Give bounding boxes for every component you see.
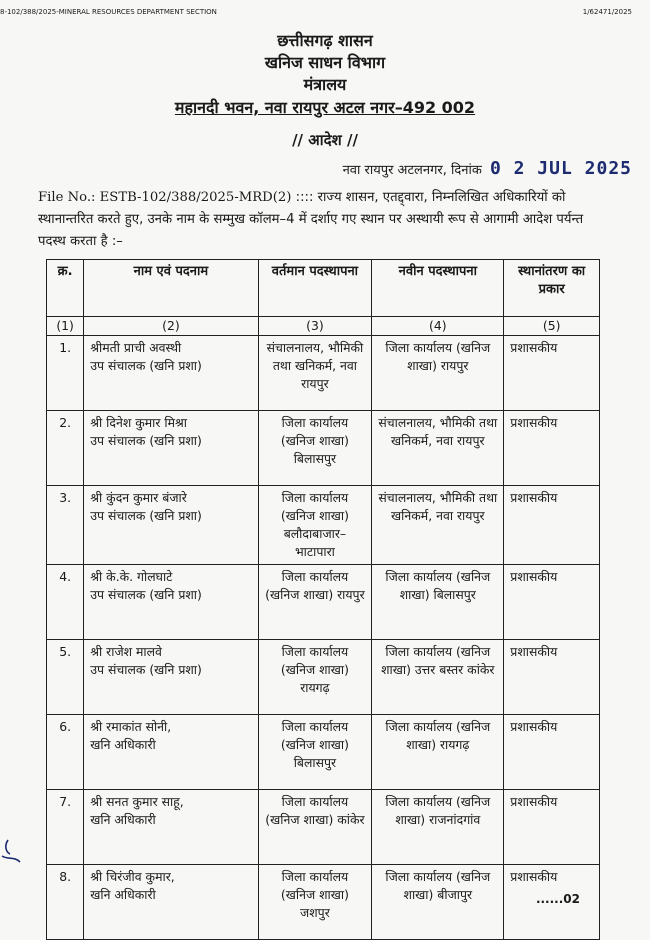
table-row [47,865,600,940]
current-posting-cell: जिला कार्यालय (खनिज शाखा) कांकेर [258,790,372,865]
officer-name: श्री रमाकांत सोनी, [90,719,172,734]
officer-designation: उप संचालक (खनि प्रशा) [90,358,202,373]
header-name-designation: नाम एवं पदनाम [84,260,258,317]
serial-cell: 8. [47,865,84,940]
current-posting-cell: संचालनालय, भौमिकी तथा खनिकर्म, नवा रायपुर [258,336,372,411]
col-number: (4) [372,317,504,336]
serial-cell: 1. [47,336,84,411]
officer-designation: खनि अधिकारी [90,887,156,902]
table-row [47,336,600,411]
transfer-type-cell: प्रशासकीय [504,565,600,640]
officer-designation: उप संचालक (खनि प्रशा) [90,587,202,602]
transfer-type-cell: प्रशासकीय [504,640,600,715]
date-stamp: 0 2 JUL 2025 [489,158,632,179]
officer-designation: उप संचालक (खनि प्रशा) [90,662,202,677]
serial-cell: 4. [47,565,84,640]
transfer-type-cell: प्रशासकीय [504,336,600,411]
table-row [47,411,600,486]
file-number: File No.: ESTB-102/388/2025-MRD(2) [38,190,292,205]
col-number: (5) [504,317,600,336]
name-designation-cell [84,411,258,486]
current-posting-cell: जिला कार्यालय (खनिज शाखा) बिलासपुर [258,715,372,790]
column-number-row [47,317,600,336]
transfer-type-cell: प्रशासकीय [504,486,600,565]
officer-name: श्री दिनेश कुमार मिश्रा [90,415,187,430]
current-posting-cell: जिला कार्यालय (खनिज शाखा) बिलासपुर [258,411,372,486]
transfer-type-cell: प्रशासकीय [504,790,600,865]
officer-designation: खनि अधिकारी [90,812,156,827]
officer-name: श्रीमती प्राची अवस्थी [90,340,182,355]
serial-cell: 3. [47,486,84,565]
govt-name: छत्तीसगढ़ शासन [277,31,373,50]
new-posting-cell: जिला कार्यालय (खनिज शाखा) बीजापुर [372,865,504,940]
header-serial: क्र. [47,260,84,317]
col-number: (2) [84,317,258,336]
order-title: // आदेश // [292,131,358,149]
serial-cell: 2. [47,411,84,486]
officer-name: श्री सनत कुमार साहू, [90,794,184,809]
order-text: :::: राज्य शासन, एतद्द्वारा, निम्नलिखित अधिकारियों को स्थानान्तरित करते हुए, उनके नाम के सम्मुख कॉलम–4 में दर्शाए गए स्थान पर अस्थायी रूप से आगामी आदेश पर्यन्त पदस्थ करता है :– [38,190,584,249]
transfer-table [46,259,600,940]
page-continuation: ......02 [535,892,580,906]
header-transfer-type: स्थानांतरण का प्रकार [504,260,600,317]
section-reference: 8-102/388/2025-MINERAL RESOURCES DEPARTMENT SECTION [0,8,217,16]
table-row [47,565,600,640]
new-posting-cell: जिला कार्यालय (खनिज शाखा) उत्तर बस्तर कांकेर [372,640,504,715]
officer-name: श्री चिरंजीव कुमार, [90,869,175,884]
current-posting-cell: जिला कार्यालय (खनिज शाखा) रायपुर [258,565,372,640]
table-row [47,715,600,790]
col-number: (3) [258,317,372,336]
officer-designation: उप संचालक (खनि प्रशा) [90,433,202,448]
transfer-type-cell: प्रशासकीय [504,715,600,790]
name-designation-cell [84,715,258,790]
current-posting-cell: जिला कार्यालय (खनिज शाखा) जशपुर [258,865,372,940]
new-posting-cell: जिला कार्यालय (खनिज शाखा) राजनांदगांव [372,790,504,865]
new-posting-cell: जिला कार्यालय (खनिज शाखा) बिलासपुर [372,565,504,640]
order-body [38,187,608,253]
new-posting-cell: जिला कार्यालय (खनिज शाखा) रायगढ़ [372,715,504,790]
serial-cell: 7. [47,790,84,865]
name-designation-cell [84,565,258,640]
transfer-type-cell: प्रशासकीय [504,865,600,940]
place-date-line [343,158,632,179]
place-label: नवा रायपुर अटलनगर, दिनांक [342,163,482,178]
col-number: (1) [47,317,84,336]
new-posting-cell: संचालनालय, भौमिकी तथा खनिकर्म, नवा रायपुर [372,411,504,486]
officer-designation: खनि अधिकारी [90,737,156,752]
current-posting-cell: जिला कार्यालय (खनिज शाखा) बलौदाबाजार–भाटापारा [258,486,372,565]
letterhead [0,30,650,120]
current-posting-cell: जिला कार्यालय (खनिज शाखा) रायगढ़ [258,640,372,715]
name-designation-cell [84,336,258,411]
table-row [47,486,600,565]
table-row [47,640,600,715]
name-designation-cell [84,865,258,940]
department-name: खनिज साधन विभाग [264,53,386,72]
new-posting-cell: संचालनालय, भौमिकी तथा खनिकर्म, नवा रायपुर [372,486,504,565]
document-number: 1/62471/2025 [582,8,632,16]
new-posting-cell: जिला कार्यालय (खनिज शाखा) रायपुर [372,336,504,411]
header-current-posting: वर्तमान पदस्थापना [258,260,372,317]
handwritten-mark [0,836,26,880]
officer-designation: उप संचालक (खनि प्रशा) [90,508,202,523]
name-designation-cell [84,640,258,715]
name-designation-cell [84,790,258,865]
serial-cell: 6. [47,715,84,790]
ministry-name: मंत्रालय [303,75,347,94]
serial-cell: 5. [47,640,84,715]
table-row [47,790,600,865]
transfer-type-cell: प्रशासकीय [504,411,600,486]
name-designation-cell [84,486,258,565]
table-header-row [47,260,600,317]
document-header-strip [0,8,650,22]
officer-name: श्री के.के. गोलघाटे [90,569,173,584]
officer-name: श्री कुंदन कुमार बंजारे [90,490,187,505]
office-address: महानदी भवन, नवा रायपुर अटल नगर–492 002 [174,98,476,117]
header-new-posting: नवीन पदस्थापना [372,260,504,317]
officer-name: श्री राजेश मालवे [90,644,162,659]
